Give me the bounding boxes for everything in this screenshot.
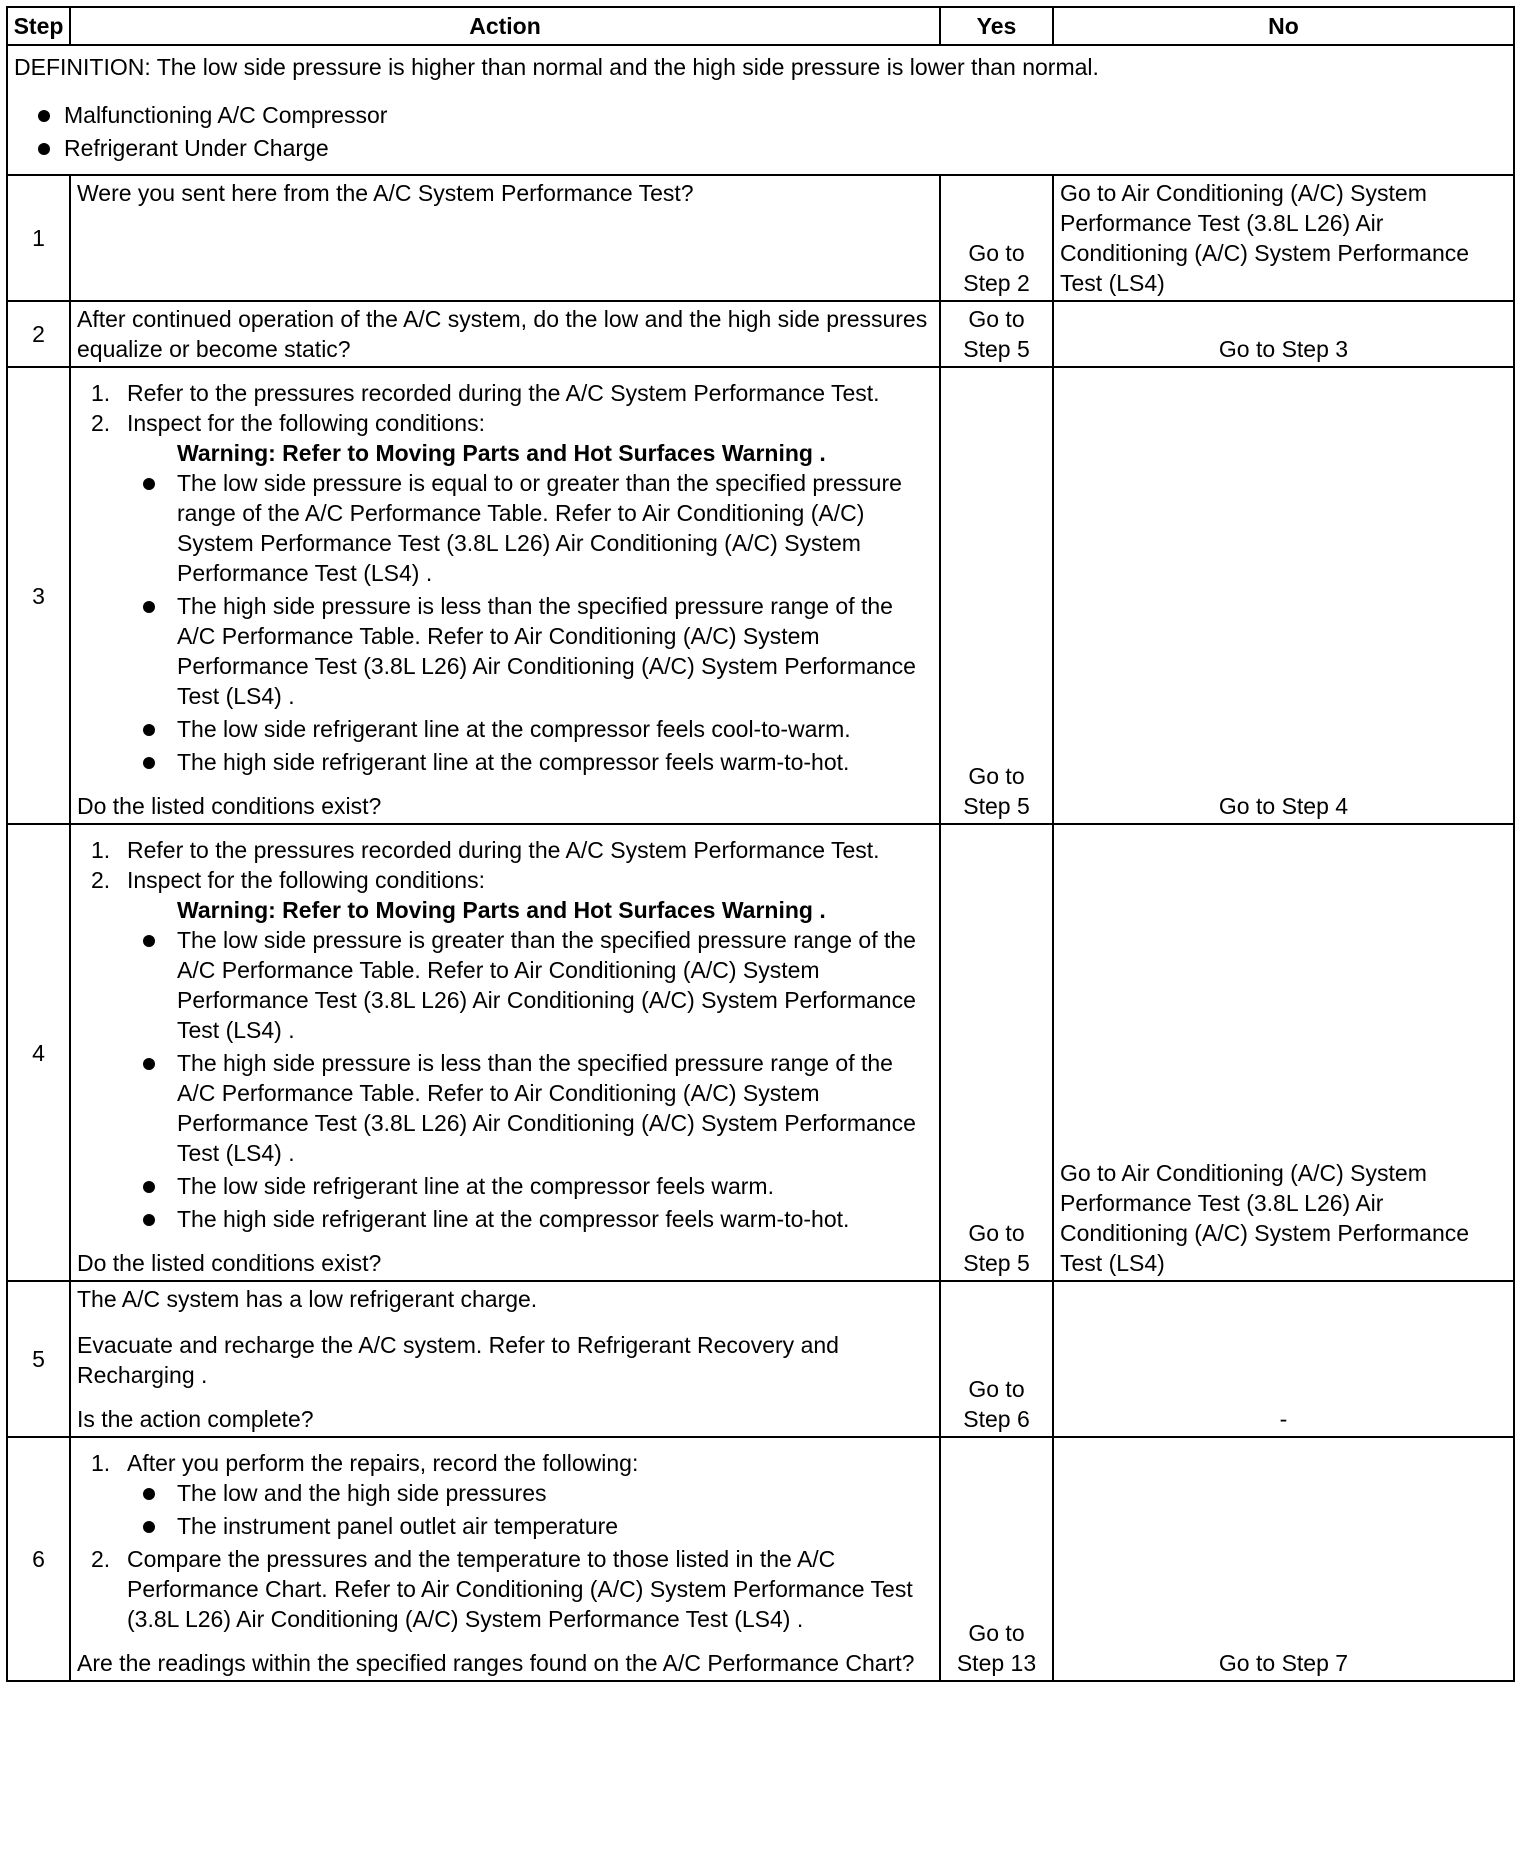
step-row-3 [7,367,1514,824]
action-text: Evacuate and recharge the A/C system. Refer to Refrigerant Recovery and Recharging . [77,1332,839,1388]
condition-item: The low side pressure is greater than the specified pressure range of the A/C Performance Table. Refer to Air Conditioning (A/C) System Performance Test (3.8L L26) Air Conditioning (A/C) System Performance Test (LS4) . [127,925,933,1045]
action-text: The A/C system has a low refrigerant charge. [77,1286,538,1312]
header-row [7,7,1514,45]
condition-item: The low side pressure is equal to or greater than the specified pressure range of the A/C Performance Table. Refer to Air Conditioning (A/C) System Performance Test (3.8L L26) Air Conditioning (A/C) System Performance Test (LS4) . [127,468,933,588]
yes-cell: Go to Step 5 [940,301,1053,367]
step-number: 1 [7,175,70,301]
condition-item: The low side refrigerant line at the compressor feels warm. [127,1171,933,1201]
action-steps [77,378,933,777]
action-cell [70,367,940,824]
step-row-6 [7,1437,1514,1681]
action-step-item: 2. Inspect for the following conditions: Warning: Refer to Moving Parts and Hot Surfaces Warning . The low side pressure is greater than the specified pressure range of the A/C Performance Table. Refer to Air Conditioning (A/C) System Performance Test (3.8L L26) Air Conditioning (A/C) System Performance Test (LS4) . The high side pressure is less than the specified pressure range of the A/C Performance Table. Refer to Air Conditioning (A/C) System Performance Test (3.8L L26) Air Conditioning (A/C) System Performance Test (LS4) . The low side refrigerant line at the compressor feels warm. The high side refrigerant line at the compressor feels warm-to-hot. [77,865,933,1234]
yes-cell: Go to Step 2 [940,175,1053,301]
action-step-item: 1. After you perform the repairs, record the following: The low and the high side pressures The instrument panel outlet air temperature [77,1448,933,1541]
no-cell: Go to Air Conditioning (A/C) System Performance Test (3.8L L26) Air Conditioning (A/C) System Performance Test (LS4) [1053,824,1514,1281]
step-row-2 [7,301,1514,367]
diagnostic-table-container [6,6,1515,1682]
no-cell: Go to Step 4 [1053,367,1514,824]
action-header: Action [70,7,940,45]
action-cell [70,1281,940,1437]
action-cell [70,301,940,367]
definition-bullet: Refrigerant Under Charge [14,133,1507,166]
action-step-item: 1. Refer to the pressures recorded during the A/C System Performance Test. [91,837,880,863]
action-cell [70,1437,940,1681]
definition-row [7,45,1514,175]
condition-list [127,925,933,1234]
no-cell: Go to Air Conditioning (A/C) System Performance Test (3.8L L26) Air Conditioning (A/C) System Performance Test (LS4) [1053,175,1514,301]
no-cell: Go to Step 7 [1053,1437,1514,1681]
condition-list [127,468,933,777]
action-cell [70,175,940,301]
action-question: Are the readings within the specified ranges found on the A/C Performance Chart? [77,1650,915,1676]
warning-text: Warning: Refer to Moving Parts and Hot Surfaces Warning . [177,897,826,923]
step-number: 3 [7,367,70,824]
condition-item: The high side pressure is less than the specified pressure range of the A/C Performance Table. Refer to Air Conditioning (A/C) System Performance Test (3.8L L26) Air Conditioning (A/C) System Performance Test (LS4) . [127,1048,933,1168]
condition-item: The high side refrigerant line at the compressor feels warm-to-hot. [127,1204,933,1234]
action-question: Were you sent here from the A/C System Performance Test? [77,180,694,206]
no-header: No [1053,7,1514,45]
step-row-1 [7,175,1514,301]
step-number: 5 [7,1281,70,1437]
yes-header: Yes [940,7,1053,45]
yes-cell: Go to Step 5 [940,824,1053,1281]
record-list [127,1478,933,1541]
step-header: Step [7,7,70,45]
step-row-4 [7,824,1514,1281]
action-question: After continued operation of the A/C system, do the low and the high side pressures equalize or become static? [77,306,928,362]
step-number: 4 [7,824,70,1281]
definition-bullets [14,100,1507,166]
definition-text: DEFINITION: The low side pressure is higher than normal and the high side pressure is lower than normal. [14,54,1099,80]
diagnostic-table [6,6,1515,1682]
action-step-item: 2. Inspect for the following conditions: Warning: Refer to Moving Parts and Hot Surfaces Warning . The low side pressure is equal to or greater than the specified pressure range of the A/C Performance Table. Refer to Air Conditioning (A/C) System Performance Test (3.8L L26) Air Conditioning (A/C) System Performance Test (LS4) . The high side pressure is less than the specified pressure range of the A/C Performance Table. Refer to Air Conditioning (A/C) System Performance Test (3.8L L26) Air Conditioning (A/C) System Performance Test (LS4) . The low side refrigerant line at the compressor feels cool-to-warm. The high side refrigerant line at the compressor feels warm-to-hot. [77,408,933,777]
definition-bullet: Malfunctioning A/C Compressor [14,100,1507,133]
condition-item: The low side refrigerant line at the compressor feels cool-to-warm. [127,714,933,744]
condition-item: The high side refrigerant line at the compressor feels warm-to-hot. [127,747,933,777]
action-cell [70,824,940,1281]
record-item: The low and the high side pressures [127,1478,933,1508]
action-steps [77,1448,933,1634]
action-step-item: 1. Refer to the pressures recorded during the A/C System Performance Test. [91,380,880,406]
yes-cell: Go to Step 13 [940,1437,1053,1681]
action-question: Do the listed conditions exist? [77,1250,382,1276]
step-number: 2 [7,301,70,367]
step-row-5 [7,1281,1514,1437]
step-number: 6 [7,1437,70,1681]
condition-item: The high side pressure is less than the specified pressure range of the A/C Performance Table. Refer to Air Conditioning (A/C) System Performance Test (3.8L L26) Air Conditioning (A/C) System Performance Test (LS4) . [127,591,933,711]
warning-text: Warning: Refer to Moving Parts and Hot Surfaces Warning . [177,440,826,466]
action-step-item: 2. Compare the pressures and the temperature to those listed in the A/C Performance Chart. Refer to Air Conditioning (A/C) System Performance Test (3.8L L26) Air Conditioning (A/C) System Performance Test (LS4) . [91,1546,913,1632]
action-question: Do the listed conditions exist? [77,793,382,819]
action-steps [77,835,933,1234]
record-item: The instrument panel outlet air temperature [127,1511,933,1541]
yes-cell: Go to Step 6 [940,1281,1053,1437]
no-cell: Go to Step 3 [1053,301,1514,367]
no-cell: - [1053,1281,1514,1437]
yes-cell: Go to Step 5 [940,367,1053,824]
action-question: Is the action complete? [77,1406,314,1432]
